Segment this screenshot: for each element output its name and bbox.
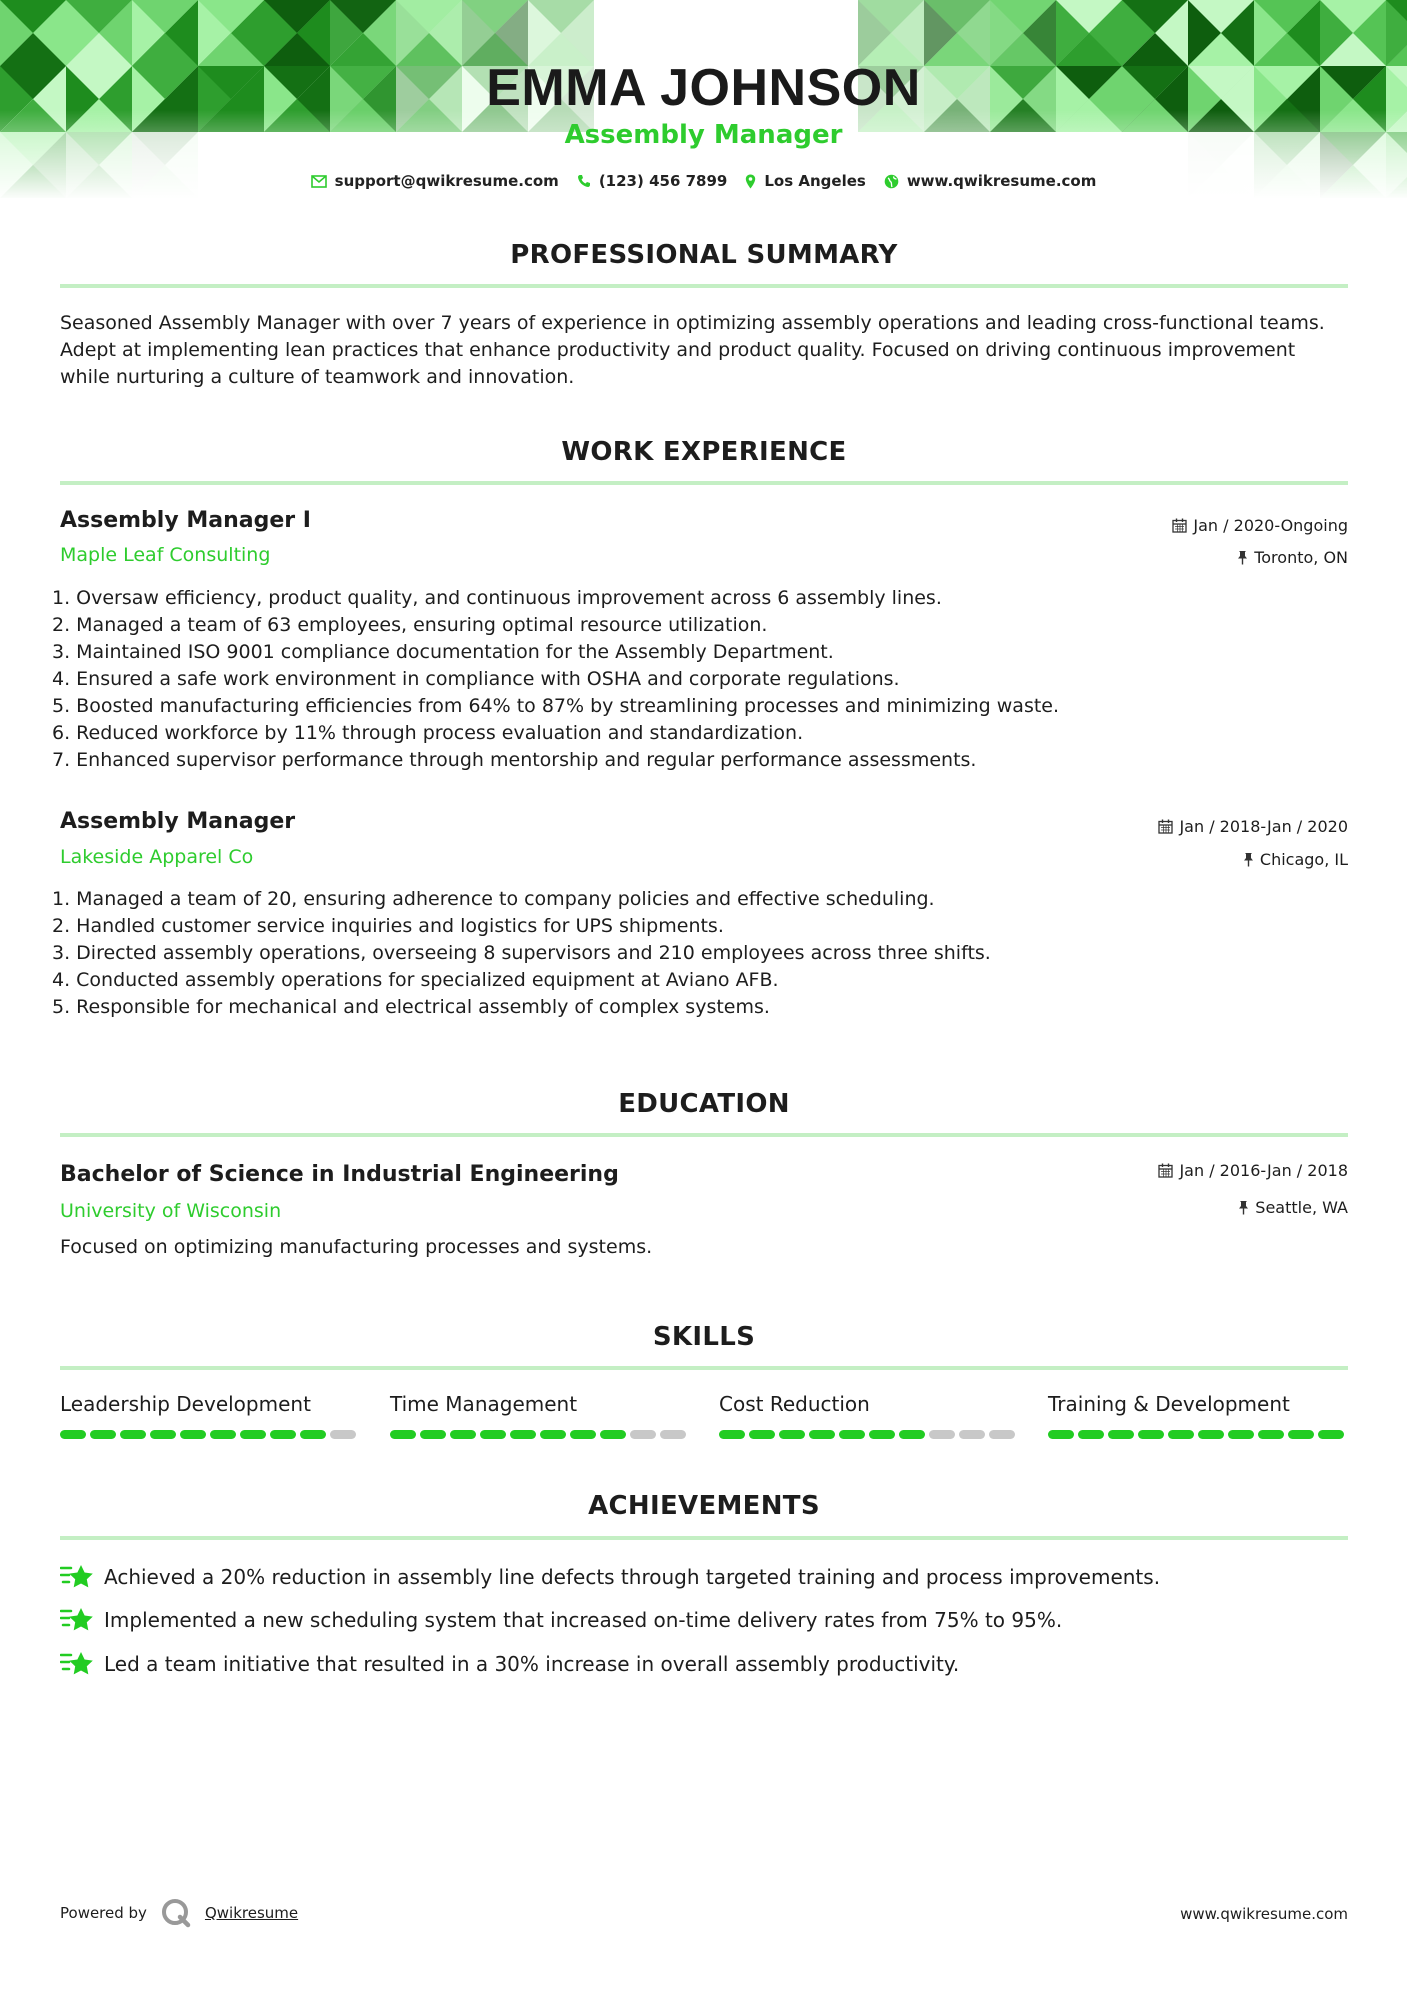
skills-heading: SKILLS [652,1322,756,1352]
summary-divider [60,284,1348,288]
job-location-text: Toronto, ON [1254,548,1348,567]
pushpin-icon [1237,550,1248,565]
globe-icon [884,174,899,189]
skill-level-segment [929,1430,955,1439]
skill-level-segment [749,1430,775,1439]
achievement-item [60,1562,1160,1592]
skill-item [60,1390,360,1439]
qwikresume-logo-icon [161,1898,191,1928]
job-location-text: Chicago, IL [1259,850,1348,869]
candidate-role: Assembly Manager [564,120,843,150]
skill-level-segment [270,1430,296,1439]
job-dates-text: Jan / 2020-Ongoing [1193,516,1348,535]
job-bullets [52,886,1352,1021]
shooting-star-icon [60,1649,94,1679]
skill-level-segment [150,1430,176,1439]
skill-level-segment [1198,1430,1224,1439]
education-degree: Bachelor of Science in Industrial Engineering [60,1162,619,1187]
skill-level-segment [1288,1430,1314,1439]
skill-level-segment [809,1430,835,1439]
job-company: Maple Leaf Consulting [60,544,271,566]
achievement-item [60,1605,1062,1635]
calendar-icon [1158,819,1173,834]
skill-level-segment [630,1430,656,1439]
skill-level-segment [240,1430,266,1439]
skill-level-segment [959,1430,985,1439]
skill-level-segment [1078,1430,1104,1439]
skill-level-bar [719,1430,1019,1439]
education-description: Focused on optimizing manufacturing processes and systems. [60,1236,653,1258]
list-item: 3. Directed assembly operations, overseeing 8 supervisors and 210 employees across three shifts. [52,942,991,964]
skill-name: Time Management [390,1392,578,1416]
skill-name: Training & Development [1048,1392,1290,1416]
skill-level-segment [660,1430,686,1439]
list-item: 1. Oversaw efficiency, product quality, and continuous improvement across 6 assembly lines. [52,587,942,609]
skill-level-segment [1228,1430,1254,1439]
skill-level-segment [839,1430,865,1439]
list-item: 4. Conducted assembly operations for specialized equipment at Aviano AFB. [52,969,779,991]
skill-level-segment [330,1430,356,1439]
skill-level-segment [1318,1430,1344,1439]
contact-location [745,172,865,190]
phone-icon [577,174,591,188]
skill-level-segment [600,1430,626,1439]
skill-item [1048,1390,1348,1439]
footer-powered-by [60,1898,298,1928]
skill-level-segment [989,1430,1015,1439]
contact-email[interactable] [311,172,559,190]
experience-divider [60,481,1348,485]
contact-email-text: support@qwikresume.com [334,172,559,190]
shooting-star-icon [60,1605,94,1635]
achievements-heading: ACHIEVEMENTS [588,1491,820,1521]
skill-level-segment [510,1430,536,1439]
experience-heading: WORK EXPERIENCE [561,437,847,467]
job-dates [1158,817,1348,836]
achievements-divider [60,1536,1348,1540]
skill-level-bar [1048,1430,1348,1439]
skill-level-segment [1108,1430,1134,1439]
contact-phone[interactable] [577,172,728,190]
skill-level-segment [1138,1430,1164,1439]
skill-name: Cost Reduction [719,1392,870,1416]
contact-website[interactable] [884,172,1097,190]
job-bullets [52,585,1352,774]
job-company: Lakeside Apparel Co [60,846,254,868]
map-pin-icon [745,174,756,189]
education-heading: EDUCATION [618,1089,790,1119]
skill-level-segment [120,1430,146,1439]
skill-level-segment [390,1430,416,1439]
list-item: 5. Boosted manufacturing efficiencies from 64% to 87% by streamlining processes and minimizing waste. [52,695,1060,717]
skill-item [390,1390,690,1439]
list-item: 2. Managed a team of 63 employees, ensuring optimal resource utilization. [52,614,768,636]
skill-level-segment [719,1430,745,1439]
skill-level-bar [390,1430,690,1439]
skill-level-segment [1168,1430,1194,1439]
list-item: 7. Enhanced supervisor performance through mentorship and regular performance assessments. [52,749,977,771]
powered-by-label: Powered by [60,1904,147,1922]
skill-level-segment [540,1430,566,1439]
skill-level-segment [1048,1430,1074,1439]
contact-phone-text: (123) 456 7899 [598,172,728,190]
contact-location-text: Los Angeles [764,172,866,190]
achievement-text: Achieved a 20% reduction in assembly line defects through targeted training and process improvements. [104,1565,1161,1589]
summary-heading: PROFESSIONAL SUMMARY [510,240,898,270]
education-location [1238,1198,1348,1217]
list-item: 1. Managed a team of 20, ensuring adherence to company policies and effective scheduling. [52,888,935,910]
achievement-text: Implemented a new scheduling system that increased on-time delivery rates from 75% to 95%. [104,1608,1063,1632]
contact-website-text: www.qwikresume.com [906,172,1097,190]
skill-level-segment [210,1430,236,1439]
envelope-icon [311,175,327,188]
calendar-icon [1158,1163,1173,1178]
skills-divider [60,1366,1348,1370]
education-divider [60,1133,1348,1137]
achievement-item [60,1649,959,1679]
job-dates-text: Jan / 2018-Jan / 2020 [1179,817,1348,836]
list-item: 3. Maintained ISO 9001 compliance documentation for the Assembly Department. [52,641,834,663]
skill-level-segment [869,1430,895,1439]
list-item: 2. Handled customer service inquiries and logistics for UPS shipments. [52,915,724,937]
pushpin-icon [1238,1200,1249,1215]
skill-level-segment [90,1430,116,1439]
skill-level-segment [420,1430,446,1439]
shooting-star-icon [60,1562,94,1592]
skill-level-segment [60,1430,86,1439]
education-dates [1158,1161,1348,1180]
list-item: 4. Ensured a safe work environment in compliance with OSHA and corporate regulations. [52,668,900,690]
skill-level-segment [570,1430,596,1439]
skill-level-segment [480,1430,506,1439]
skill-level-segment [450,1430,476,1439]
education-location-text: Seattle, WA [1255,1198,1348,1217]
skill-level-segment [300,1430,326,1439]
list-item: 5. Responsible for mechanical and electrical assembly of complex systems. [52,996,770,1018]
skill-level-segment [180,1430,206,1439]
education-dates-text: Jan / 2016-Jan / 2018 [1179,1161,1348,1180]
job-location [1243,850,1348,869]
calendar-icon [1172,518,1187,533]
achievement-text: Led a team initiative that resulted in a 30% increase in overall assembly productivity. [104,1652,960,1676]
skill-level-segment [1258,1430,1284,1439]
job-title: Assembly Manager I [60,508,311,533]
skill-name: Leadership Development [60,1392,311,1416]
contact-bar [0,172,1407,190]
list-item: 6. Reduced workforce by 11% through process evaluation and standardization. [52,722,804,744]
qwikresume-link[interactable]: Qwikresume [204,1904,299,1922]
footer-url[interactable]: www.qwikresume.com [1180,1905,1348,1923]
skill-level-bar [60,1430,360,1439]
job-location [1237,548,1348,567]
education-school: University of Wisconsin [60,1200,282,1222]
skill-level-segment [779,1430,805,1439]
job-title: Assembly Manager [60,809,296,834]
summary-text: Seasoned Assembly Manager with over 7 years of experience in optimizing assembly operations and leading cross-functional teams. Adept at implementing lean practices that enhance productivity and product quality. Focused on driving continuous improvement while nurturing a culture of teamwork and innovation. [60,312,1325,388]
job-dates [1172,516,1348,535]
pushpin-icon [1243,852,1254,867]
candidate-name: EMMA JOHNSON [486,59,921,117]
skill-item [719,1390,1019,1439]
skill-level-segment [899,1430,925,1439]
